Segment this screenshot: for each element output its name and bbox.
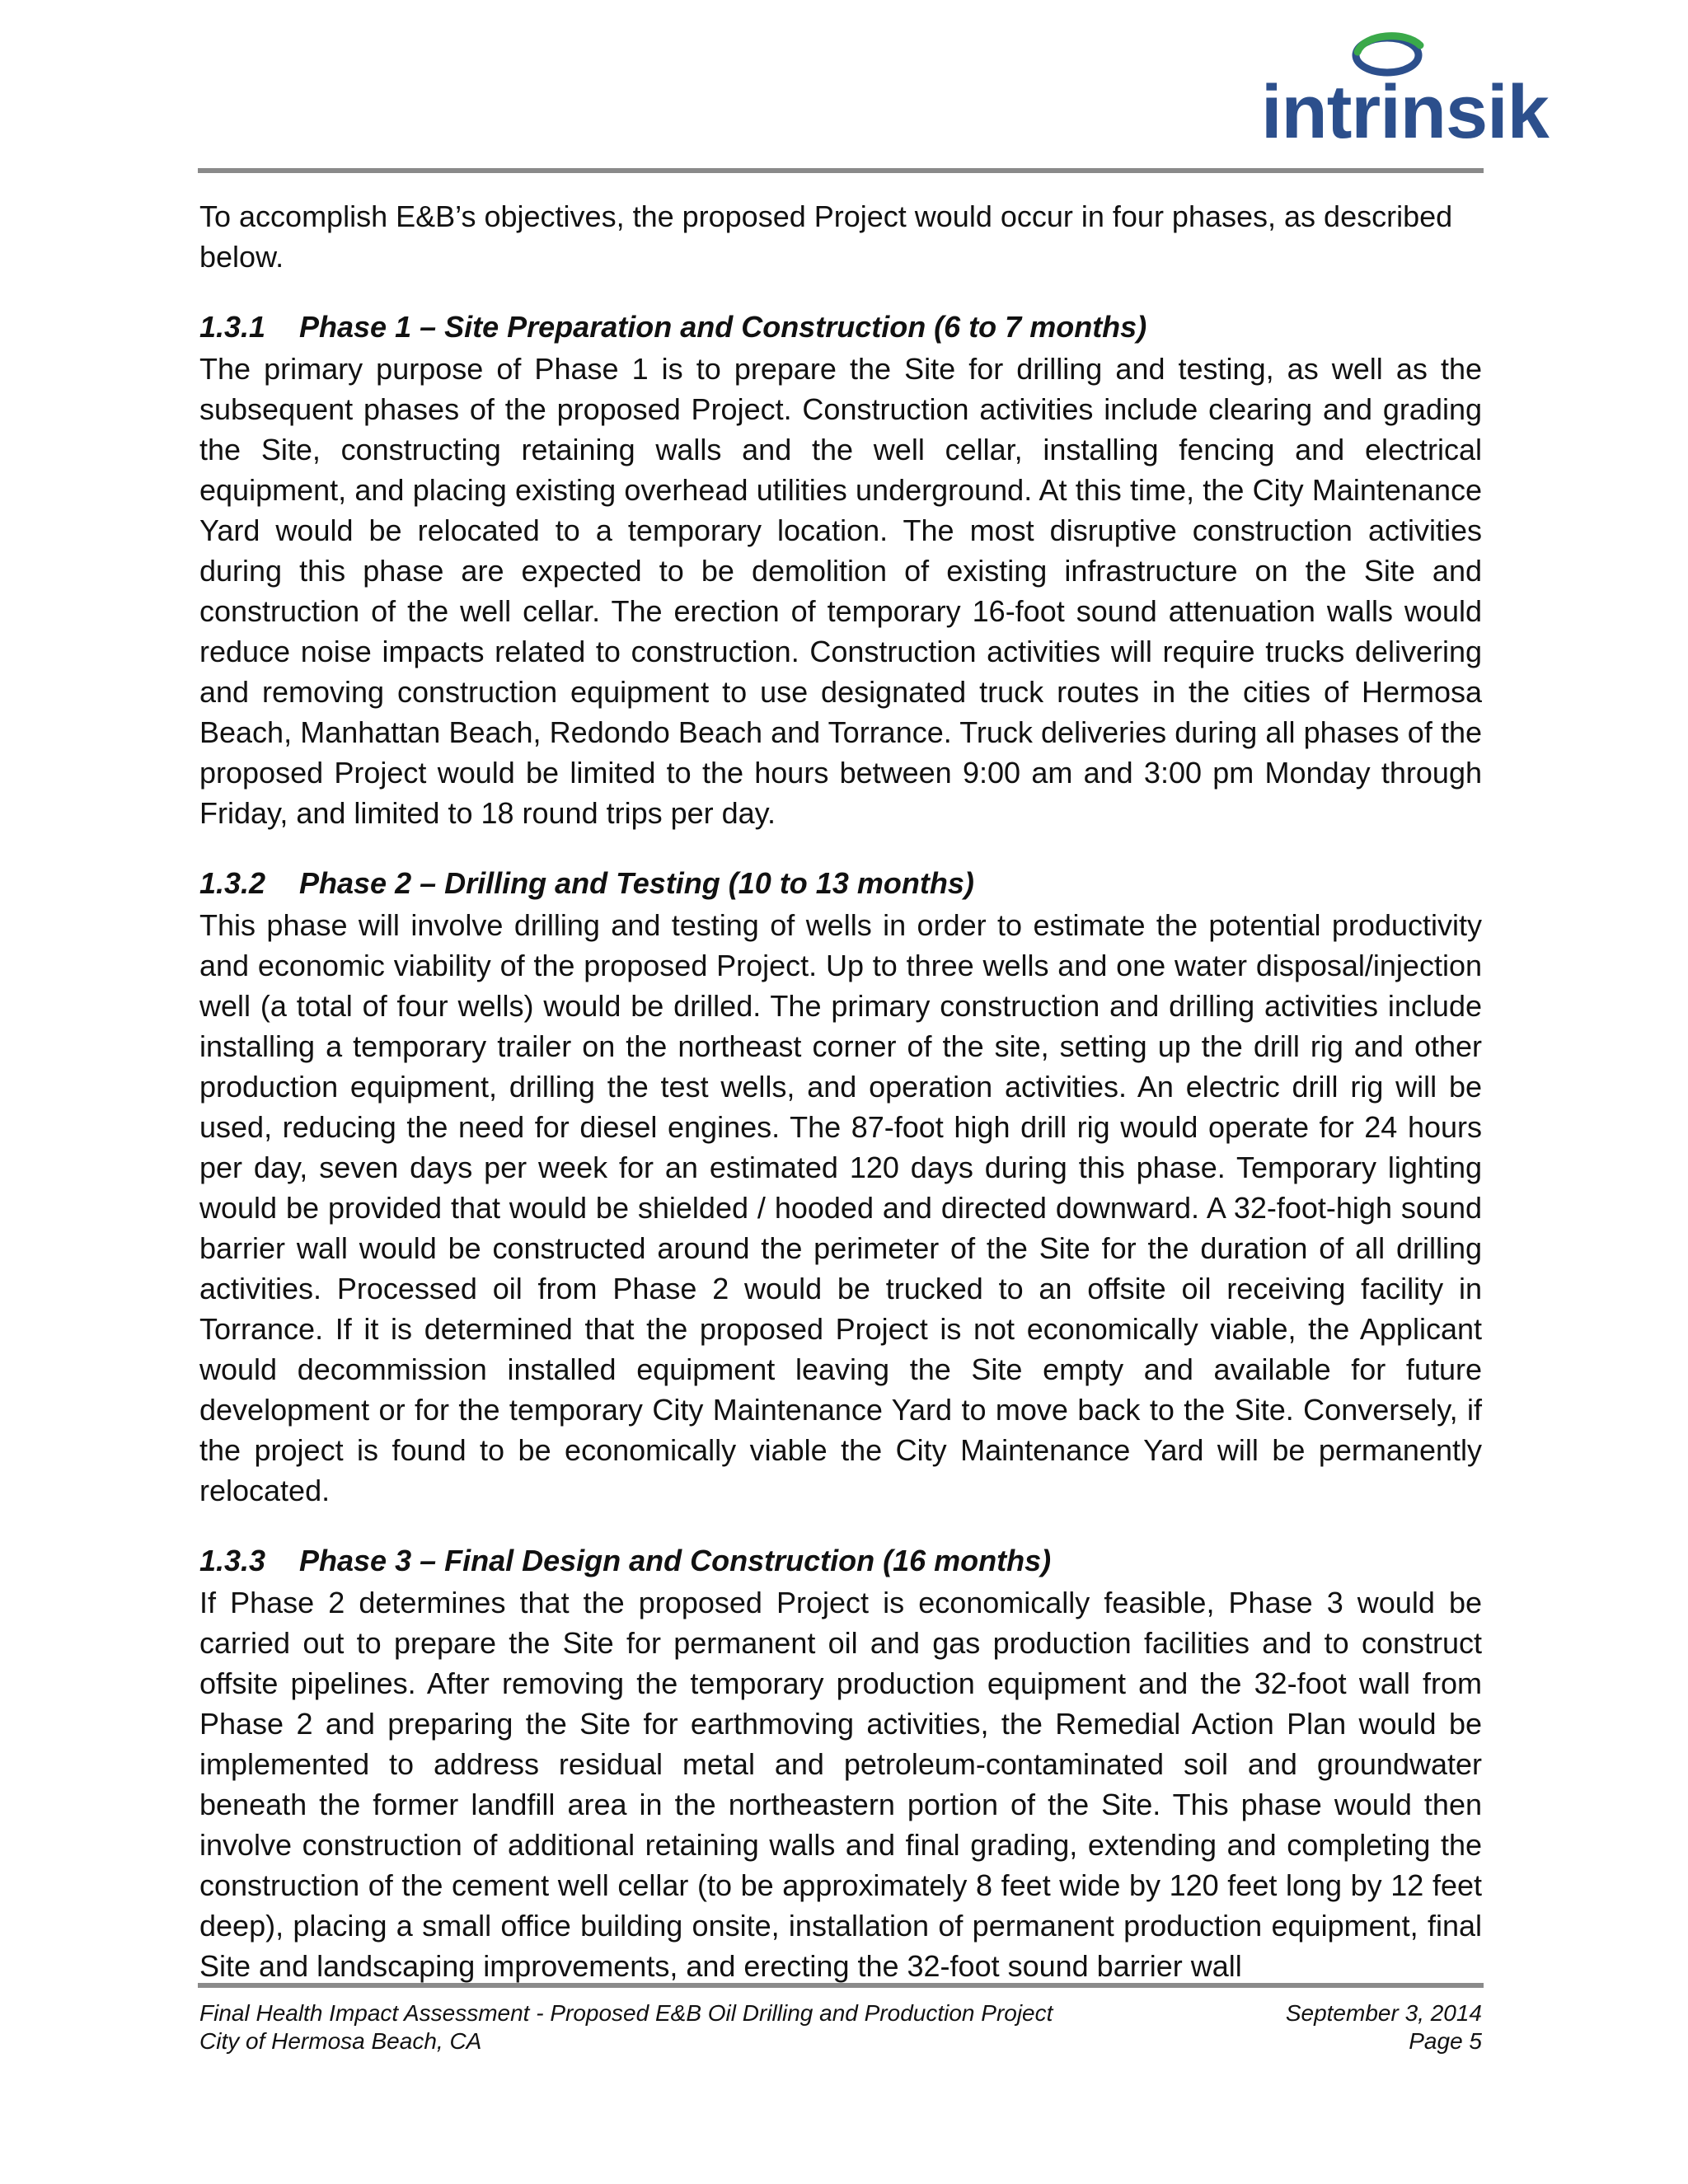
section-paragraph: This phase will involve drilling and testing of wells in order to estimate the potential productivity and economic viability of the proposed Project. Up to three wells and one water disposal/injection well (a total of four wells) would be drilled. The primary construction and drilling activities include installing a temporary trailer on the northeast corner of the site, setting up the drill rig and other production equipment, drilling the test wells, and operation activities. An electric drill rig will be used, reducing the need for diesel engines. The 87-foot high drill rig would operate for 24 hours per day, seven days per week for an estimated 120 days during this phase. Temporary lighting would be provided that would be shielded / hooded and directed downward. A 32-foot-high sound barrier wall would be constructed around the perimeter of the Site for the duration of all drilling activities. Processed oil from Phase 2 would be trucked to an offsite oil receiving facility in Torrance. If it is determined that the proposed Project is not economically viable, the Applicant would decommission installed equipment leaving the Site empty and available for future development or for the temporary City Maintenance Yard to move back to the Site. Conversely, if the project is found to be economically viable the City Maintenance Yard will be permanently relocated. [199,908,1482,1507]
document-body [199,196,1482,2015]
section-number: 1.3.1 [199,310,266,344]
section-number: 1.3.2 [199,866,266,900]
logo-wordmark: intrinsik [1261,70,1549,154]
footer-page-number: Page 5 [1409,2028,1482,2054]
section-heading [199,862,1482,905]
section-number: 1.3.3 [199,1544,266,1577]
section-1-3-2 [199,862,1482,1511]
footer-document-title: Final Health Impact Assessment - Proposed E&B Oil Drilling and Production Project [199,2000,1053,2026]
section-title: Phase 2 – Drilling and Testing (10 to 13 months) [299,866,974,900]
intrinsik-logo [1261,29,1549,154]
footer-date: September 3, 2014 [1285,2000,1482,2026]
page-footer [199,1999,1482,2055]
footer-location: City of Hermosa Beach, CA [199,2028,482,2054]
section-paragraph: The primary purpose of Phase 1 is to prepare the Site for drilling and testing, as well as the subsequent phases of the proposed Project. Construction activities include clearing and grading the Site, constructing retaining walls and the well cellar, installing fencing and electrical equipment, and placing existing overhead utilities underground. At this time, the City Maintenance Yard would be relocated to a temporary location. The most disruptive construction activities during this phase are expected to be demolition of existing infrastructure on the Site and construction of the well cellar. The erection of temporary 16-foot sound attenuation walls would reduce noise impacts related to construction. Construction activities will require trucks delivering and removing construction equipment to use designated truck routes in the cities of Hermosa Beach, Manhattan Beach, Redondo Beach and Torrance. Truck deliveries during all phases of the proposed Project would be limited to the hours between 9:00 am and 3:00 pm Monday through Friday, and limited to 18 round trips per day. [199,352,1482,830]
section-title: Phase 3 – Final Design and Construction (16 months) [299,1544,1052,1577]
section-heading [199,306,1482,349]
section-heading [199,1540,1482,1582]
intro-paragraph: To accomplish E&B’s objectives, the proposed Project would occur in four phases, as described below. [199,199,1453,274]
section-paragraph: If Phase 2 determines that the proposed Project is economically feasible, Phase 3 would be carried out to prepare the Site for permanent oil and gas production facilities and to construct offsite pipelines. After removing the temporary production equipment and the 32-foot wall from Phase 2 and preparing the Site for earthmoving activities, the Remedial Action Plan would be implemented to address residual metal and petroleum-contaminated soil and groundwater beneath the former landfill area in the northeastern portion of the Site. This phase would then involve construction of additional retaining walls and final grading, extending and completing the construction of the cement well cellar (to be approximately 8 feet wide by 120 feet long by 12 feet deep), placing a small office building onsite, installation of permanent production equipment, final Site and landscaping improvements, and erecting the 32-foot sound barrier wall [199,1586,1482,1983]
section-1-3-3 [199,1540,1482,1986]
footer-rule [198,1983,1484,1988]
section-title: Phase 1 – Site Preparation and Construction (6 to 7 months) [299,310,1147,344]
footer-row-2 [199,2027,1482,2055]
section-1-3-1 [199,306,1482,833]
header-rule [198,168,1484,173]
footer-row-1 [199,1999,1482,2027]
